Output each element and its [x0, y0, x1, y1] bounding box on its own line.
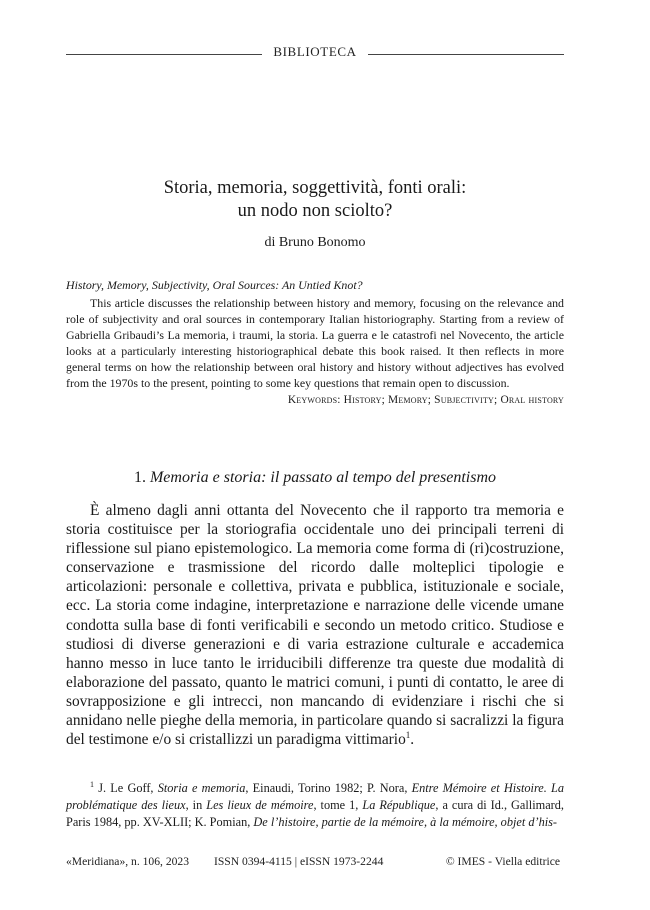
running-title: BIBLIOTECA [273, 44, 357, 59]
abstract [66, 277, 564, 408]
body-paragraph-text: È almeno dagli anni ottanta del Novecento che il rapporto tra memoria e storia costituisce per la storiografia occidentale uno dei principali terreni di riflessione sul piano epistemologico. La memoria come forma di (ri)costruzione, conservazione e trasmissione del ricordo dalle molteplici tipologie e articolazioni: personale e collettiva, privata e pubblica, istituzionale e sociale, ecc. La storia come indagine, interpretazione e narrazione delle vicende umane condotta sulla base di fonti verificabili e secondo un metodo critico. Studiose e studiosi di diverse generazioni e di varia estrazione culturale e accademica hanno messo in luce tanto le irriducibili differenze tra queste due modalità di elaborazione del passato, quanto le matrici comuni, i punti di contatto, le aree di sovrapposizione e gli intrecci, non mancando di evidenziare i rischi che si annidano nelle pieghe della memoria, in particolare quando si sacralizzi la figura del testimone e/o si cristallizzi un paradigma vittimario [66, 502, 564, 749]
footnote-text: , a cura di Id., Gallimard, Paris 1984, pp. XV-XLII; K. Pomian, [66, 798, 564, 829]
footnote-text: J. Le Goff, [94, 781, 158, 795]
footnote [66, 780, 564, 831]
abstract-keywords: Keywords: History; Memory; Subjectivity; Oral history [287, 394, 564, 406]
footnote-work-title: Entre Mémoire et Histoire. La problématique des lieux [66, 781, 564, 812]
header-rule-right [368, 54, 564, 55]
footnote-text: , tome 1, [313, 798, 363, 812]
footer-journal: «Meridiana», n. 106, 2023 [66, 855, 190, 868]
section-heading [66, 469, 564, 487]
header-rule-left [66, 54, 262, 55]
body-paragraph-end: . [410, 731, 415, 749]
footnote-work-title: La République [362, 798, 436, 812]
footer-issn: ISSN 0394-4115 | eISSN 1973-2244 [214, 855, 384, 868]
footer-publisher: © IMES - Viella editrice [445, 855, 560, 868]
running-header [66, 42, 564, 62]
footnote-work-title: Storia e memoria [157, 781, 246, 795]
section-title: Memoria e storia: il passato al tempo del presentismo [149, 469, 497, 486]
section-number: 1. [133, 469, 146, 486]
footnote-text: , Einaudi, Torino 1982; P. Nora, [245, 781, 412, 795]
article-title [66, 177, 564, 223]
footnote-text: , in [185, 798, 207, 812]
footnote-reference: 1 [405, 730, 411, 740]
footnote-work-title: Les lieux de mémoire [206, 798, 314, 812]
body-paragraph [66, 501, 564, 749]
article-author: di Bruno Bonomo [264, 235, 366, 250]
abstract-text: This article discusses the relationship between history and memory, focusing on the relevance and role of subjectivity and oral sources in contemporary Italian historiography. Starting from a review of Gabriella Gribaudi’s La memoria, i traumi, la storia. La guerra e le catastrofi nel Novecento, the article looks at a particularly interesting historiographical debate this book raised. It then reflects in more general terms on how the relationship between oral history and history without adjectives has evolved from the 1970s to the present, pointing to some key questions that remain open to discussion. [66, 296, 564, 390]
footnote-marker: 1 [90, 779, 94, 789]
article-title-line-1: Storia, memoria, soggettività, fonti orali: [163, 178, 467, 198]
abstract-english-title: History, Memory, Subjectivity, Oral Sources: An Untied Knot? [66, 278, 363, 292]
footnote-work-title: De l’histoire, partie de la mémoire, à la mémoire, objet d’his- [253, 815, 558, 829]
page-footer [66, 855, 564, 871]
article-title-line-2: un nodo non sciolto? [237, 201, 393, 221]
